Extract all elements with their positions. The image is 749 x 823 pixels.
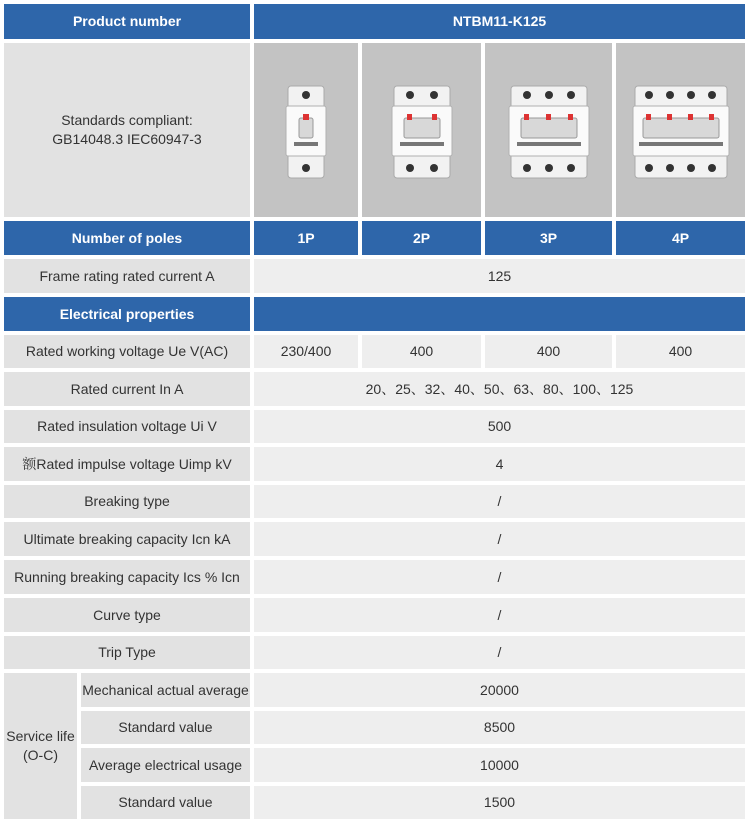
- rated-insulation-voltage-label: Rated insulation voltage Ui V: [4, 410, 250, 443]
- rated-impulse-voltage-label: 额Rated impulse voltage Uimp kV: [4, 447, 250, 481]
- product-number-label: Product number: [4, 4, 250, 39]
- breaker-1p-icon: [284, 78, 328, 182]
- poles-2p: 2P: [362, 221, 481, 255]
- mechanical-standard-value-label: Standard value: [81, 711, 250, 744]
- rated-insulation-voltage-value: 500: [254, 410, 745, 443]
- poles-1p: 1P: [254, 221, 358, 255]
- poles-3p: 3P: [485, 221, 612, 255]
- number-of-poles-label: Number of poles: [4, 221, 250, 255]
- service-life-label: Service life (O-C): [4, 673, 77, 819]
- running-breaking-capacity-label: Running breaking capacity Ics % Icn: [4, 560, 250, 594]
- poles-4p: 4P: [616, 221, 745, 255]
- trip-type-value: /: [254, 636, 745, 669]
- electrical-standard-value-label: Standard value: [81, 786, 250, 819]
- standards-compliant-text: Standards compliant: GB14048.3 IEC60947-3: [4, 43, 250, 217]
- rated-working-voltage-3p: 400: [485, 335, 612, 368]
- mechanical-actual-average-label: Mechanical actual average: [81, 673, 250, 707]
- breaker-image-2p: [362, 43, 481, 217]
- breaker-image-4p: [616, 43, 745, 217]
- mechanical-standard-value: 8500: [254, 711, 745, 744]
- trip-type-label: Trip Type: [4, 636, 250, 669]
- product-number-value: NTBM11-K125: [254, 4, 745, 39]
- electrical-standard-value: 1500: [254, 786, 745, 819]
- curve-type-label: Curve type: [4, 598, 250, 632]
- rated-working-voltage-2p: 400: [362, 335, 481, 368]
- average-electrical-usage-label: Average electrical usage: [81, 748, 250, 782]
- breaker-4p-icon: [631, 78, 731, 182]
- electrical-properties-label: Electrical properties: [4, 297, 250, 331]
- ultimate-breaking-capacity-label: Ultimate breaking capacity Icn kA: [4, 522, 250, 556]
- rated-current-label: Rated current In A: [4, 372, 250, 406]
- frame-rating-value: 125: [254, 259, 745, 293]
- electrical-properties-bar: [254, 297, 745, 331]
- rated-working-voltage-4p: 400: [616, 335, 745, 368]
- mechanical-actual-average-value: 20000: [254, 673, 745, 707]
- curve-type-value: /: [254, 598, 745, 632]
- breaker-3p-icon: [507, 78, 591, 182]
- frame-rating-label: Frame rating rated current A: [4, 259, 250, 293]
- rated-current-value: 20、25、32、40、50、63、80、100、125: [254, 372, 745, 406]
- breaker-image-3p: [485, 43, 612, 217]
- rated-impulse-voltage-value: 4: [254, 447, 745, 481]
- average-electrical-usage-value: 10000: [254, 748, 745, 782]
- breaker-2p-icon: [390, 78, 454, 182]
- breaking-type-value: /: [254, 485, 745, 518]
- rated-working-voltage-1p: 230/400: [254, 335, 358, 368]
- ultimate-breaking-capacity-value: /: [254, 522, 745, 556]
- breaker-image-1p: [254, 43, 358, 217]
- breaking-type-label: Breaking type: [4, 485, 250, 518]
- running-breaking-capacity-value: /: [254, 560, 745, 594]
- rated-working-voltage-label: Rated working voltage Ue V(AC): [4, 335, 250, 368]
